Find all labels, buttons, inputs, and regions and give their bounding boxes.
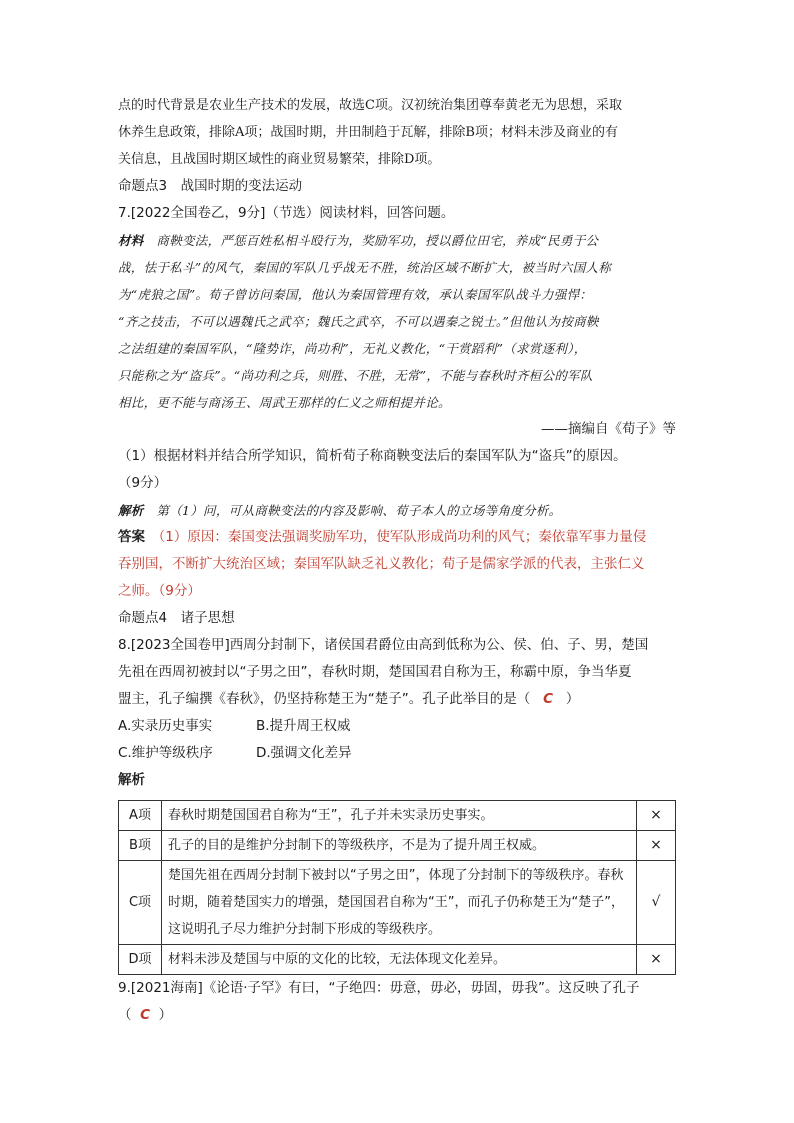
- question-8-close: ）: [565, 691, 580, 707]
- row-key: D项: [119, 945, 162, 975]
- option-b: B.提升周王权威: [256, 718, 351, 734]
- cross-mark-icon: ×: [637, 801, 676, 831]
- question-7-head: 7.[2022全国卷乙，9分]（节选）阅读材料，回答问题。: [118, 205, 455, 221]
- analysis-line: [118, 497, 676, 524]
- answer-line: [118, 524, 676, 551]
- section-heading-point4: 命题点4 诸子思想: [118, 610, 235, 626]
- table-row: [119, 861, 676, 945]
- material-line: 之法组建的秦国军队，“隆势诈，尚功利”，无礼义教化，“干赏蹈利”（求赏逐利），: [118, 341, 587, 356]
- question-9-answer: C: [140, 1007, 151, 1023]
- material-line: 战，怯于私斗”的风气，秦国的军队几乎战无不胜，统治区域不断扩大，被当时六国人称: [118, 260, 612, 275]
- material-line: “齐之技击，不可以遇魏氏之武卒；魏氏之武卒，不可以遇秦之锐士。”但他认为按商鞅: [118, 314, 599, 329]
- answer-line: 吞别国，不断扩大统治区域；秦国军队缺乏礼义教化；荀子是儒家学派的代表，主张仁义: [118, 556, 645, 572]
- question-8-answer: C: [543, 691, 554, 707]
- text-line: 点的时代背景是农业生产技术的发展，故选C项。汉初统治集团尊奉黄老无为思想，采取: [118, 98, 622, 113]
- material-line: 为“虎狼之国”。荀子曾访问秦国，他认为秦国管理有效，承认秦国军队战斗力强悍：: [118, 287, 593, 302]
- section-heading-point3: 命题点3 战国时期的变法运动: [118, 178, 303, 194]
- analysis-text: 第（1）问，可从商鞅变法的内容及影响、荀子本人的立场等角度分析。: [143, 503, 562, 518]
- row-key: C项: [119, 861, 162, 945]
- options-row: [118, 740, 676, 767]
- row-key: A项: [119, 801, 162, 831]
- text-line: 关信息，且战国时期区域性的商业贸易繁荣，排除D项。: [118, 152, 441, 167]
- row-text: 孔子的目的是维护分封制下的等级秩序，不是为了提升周王权威。: [162, 831, 637, 861]
- analysis-label: 解析: [118, 772, 145, 788]
- question-9-answer-line: [118, 1002, 676, 1029]
- question-8-text: 盟主，孔子编撰《春秋》，仍坚持称楚王为“楚子”。孔子此举目的是（: [118, 691, 531, 707]
- row-key: B项: [119, 831, 162, 861]
- option-d: D.强调文化差异: [256, 745, 352, 761]
- question-line: （9分）: [118, 475, 168, 491]
- option-a: A.实录历史事实: [118, 718, 213, 734]
- table-row: [119, 801, 676, 831]
- question-9-close: ）: [158, 1007, 173, 1023]
- material-text: 商鞅变法，严惩百姓私相斗殴行为，奖励军功，授以爵位田宅，养成“民勇于公: [143, 233, 599, 248]
- answer-line: 之师。（9分）: [118, 583, 201, 599]
- material-line: 只能称之为“盗兵”。“尚功利之兵，则胜、不胜，无常”，不能与春秋时齐桓公的军队: [118, 368, 593, 383]
- analysis-label: 解析: [118, 503, 144, 518]
- answer-label: 答案: [118, 529, 145, 545]
- answer-text: （1）原因：秦国变法强调奖励军功，使军队形成尚功利的风气；秦依靠军事力量侵: [145, 529, 647, 545]
- material-line: [118, 227, 676, 254]
- row-text: 楚国先祖在西周分封制下被封以“子男之田”，体现了分封制下的等级秩序。春秋时期，随着楚国实力的增强，楚国国君自称为“王”，而孔子仍称楚王为“楚子”，这说明孔子尽力维护分封制下形成的等级秩序。: [162, 861, 637, 945]
- cross-mark-icon: ×: [637, 945, 676, 975]
- question-9-open: （: [118, 1007, 132, 1023]
- text-line: 休养生息政策，排除A项；战国时期，井田制趋于瓦解，排除B项；材料未涉及商业的有: [118, 125, 618, 140]
- question-8-line: 先祖在西周初被封以“子男之田”，春秋时期，楚国国君自称为王，称霸中原，争当华夏: [118, 664, 632, 680]
- table-row: [119, 945, 676, 975]
- cross-mark-icon: ×: [637, 831, 676, 861]
- question-line: （1）根据材料并结合所学知识，简析荀子称商鞅变法后的秦国军队为“盗兵”的原因。: [118, 448, 627, 464]
- option-c: C.维护等级秩序: [118, 745, 213, 761]
- row-text: 春秋时期楚国国君自称为“王”，孔子并未实录历史事实。: [162, 801, 637, 831]
- question-8-line: [118, 686, 676, 713]
- row-text: 材料未涉及楚国与中原的文化的比较，无法体现文化差异。: [162, 945, 637, 975]
- material-source: ——摘编自《荀子》等: [541, 421, 676, 437]
- question-9-line: 9.[2021海南]《论语·子罕》有曰，“子绝四：毋意，毋必，毋固，毋我”。这反映了孔子: [118, 980, 640, 996]
- question-8-line: 8.[2023全国卷甲]西周分封制下，诸侯国君爵位由高到低称为公、侯、伯、子、男，楚国: [118, 637, 649, 653]
- options-row: [118, 713, 676, 740]
- material-label: 材料: [118, 233, 144, 248]
- document-page: [118, 92, 676, 1029]
- table-row: [119, 831, 676, 861]
- material-line: 相比，更不能与商汤王、周武王那样的仁义之师相提并论。: [118, 395, 451, 410]
- check-mark-icon: √: [637, 861, 676, 945]
- analysis-table: [118, 800, 676, 975]
